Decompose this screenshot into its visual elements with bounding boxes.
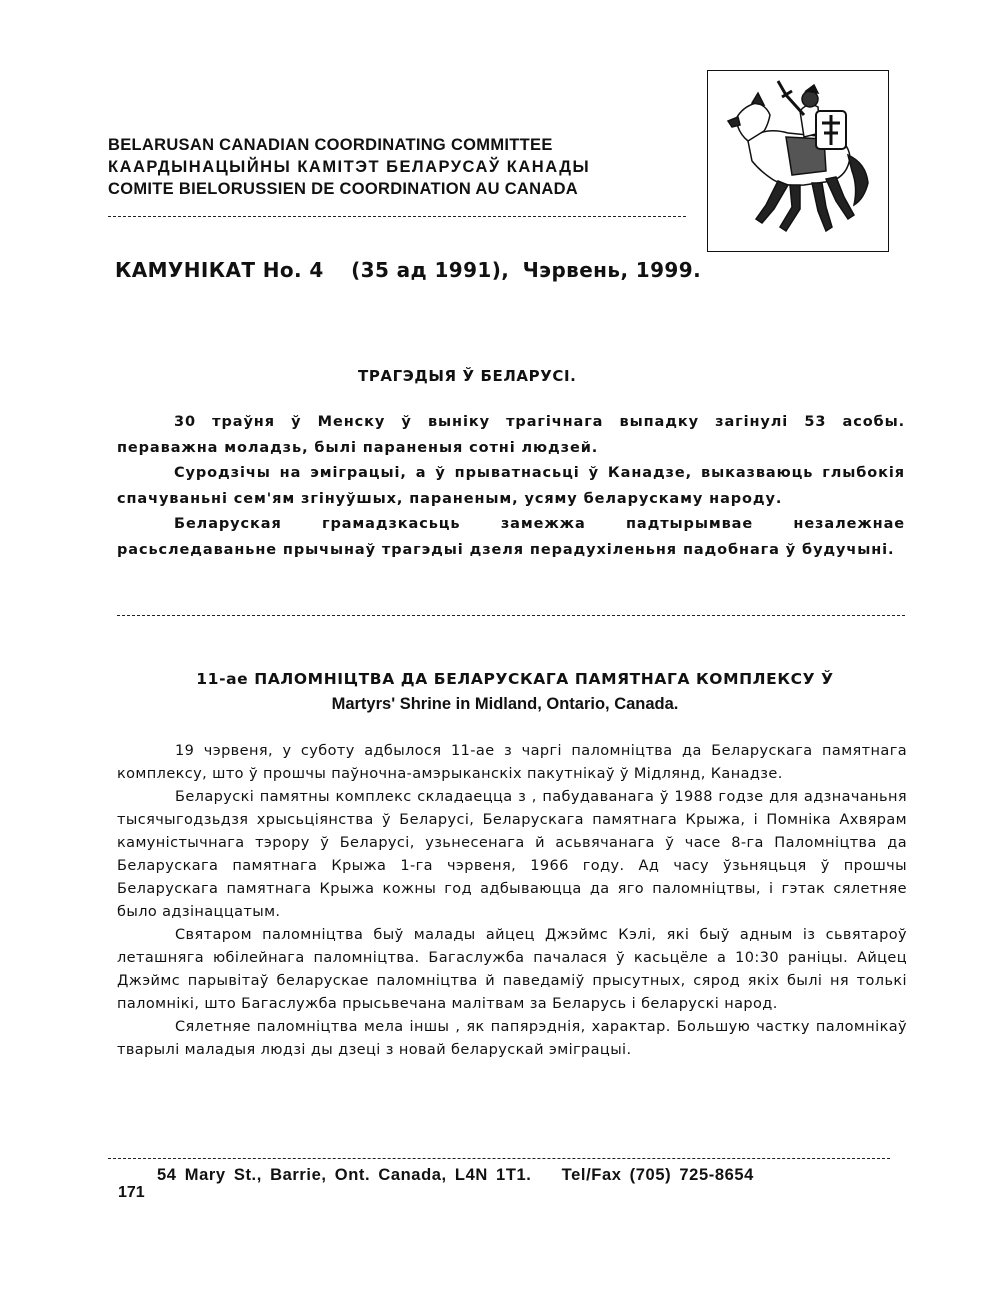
- section1-paragraph: Суродзічы на эміграцыі, а ў прыватнасьці ў Канадзе, выказваюць глыбокія спачуваньні сем'ям згінуўшых, параненым, усяму беларускаму народу.: [117, 465, 905, 507]
- section2-title: 11-ае ПАЛОМНІЦТВА ДА БЕЛАРУСКАГА ПАМЯТНАГА КОМПЛЕКСУ Ў: [196, 670, 834, 688]
- footer-address: 54 Mary St., Barrie, Ont. Canada, L4N 1T1.: [157, 1166, 532, 1184]
- section2-paragraph: Святаром паломніцтва быў малады айцец Джэймс Кэлі, які быў адным із сьвятароў леташняга юбілейнага паломніцтва. Багаслужба пачалася ў касьцёле а 10:30 раніцы. Айцец Джэймс парывітаў беларускае паломніцтва й паведаміў прысутных, сярод якіх былі ня толькі паломнікі, што Багаслужба прысьвечана малітвам за Беларусь і беларускі народ.: [117, 927, 907, 1012]
- section1-title: ТРАГЭДЫЯ Ў БЕЛАРУСІ.: [358, 367, 577, 385]
- logo: [707, 70, 889, 252]
- section2-subtitle: Martyrs' Shrine in Midland, Ontario, Canada.: [331, 695, 679, 713]
- section2-paragraph: Сялетняе паломніцтва мела іншы , як папярэднія, характар. Большую частку паломнікаў тварылі маладыя людзі ды дзеці з новай беларускай эміграцыі.: [117, 1019, 907, 1058]
- footer-contact: [157, 1166, 754, 1185]
- org-name-belarusian: КААРДЫНАЦЫЙНЫ КАМІТЭТ БЕЛАРУСАЎ КАНАДЫ: [108, 158, 591, 176]
- section1-paragraph: 30 траўня ў Менску ў выніку трагічнага выпадку загінулі 53 асобы. пераважна моладзь, былі параненыя сотні людзей.: [117, 414, 905, 456]
- communique-since: (35 ад 1991),: [351, 258, 510, 282]
- org-name-french: COMITE BIELORUSSIEN DE COORDINATION AU CANADA: [108, 180, 579, 198]
- section2-paragraph: 19 чэрвеня, у суботу адбылося 11-ае з чаргі паломніцтва да Беларускага памятнага комплексу, што ў прошчы паўночна-амэрыканскіх пакутнікаў ў Мідлянд, Канадзе.: [117, 743, 907, 782]
- org-name-english: BELARUSAN CANADIAN COORDINATING COMMITTEE: [108, 136, 553, 154]
- section-divider: [117, 615, 905, 616]
- section2-body: [117, 740, 907, 1062]
- footer-telfax: Tel/Fax (705) 725-8654: [561, 1166, 754, 1184]
- communique-number: КАМУНІКАТ Но. 4: [115, 258, 324, 282]
- page-number: 171: [118, 1184, 145, 1201]
- pahonia-knight-icon: [708, 71, 888, 251]
- section2-paragraph: Беларускі памятны комплекс складаецца з , пабудаванага ў 1988 годзе для адзначаньня тысячыгодзьдзя хрысьціянства ў Беларусі, Беларускага памятнага Крыжа, і Помніка Ахвярам камуністычнага тэрору ў Беларусі, узьнесенага й асьвячанага ў часе 8-га Паломніцтва да Беларускага памятнага Крыжа 1-га чэрвеня, 1966 году. Ад часу ўзьняцьця ў прошчы Беларускага памятнага Крыжа кожны год адбываюцца да яго паломніцтвы, і гэтак сялетняе было адзінаццатым.: [117, 789, 907, 920]
- header-divider: [108, 216, 686, 217]
- communique-heading: [115, 258, 701, 282]
- section1-paragraph: Беларуская грамадзкасьць замежжа падтырымвае незалежнае расьследаваньне прычынаў трагэдыі дзеля перадухіленьня падобнага ў будучыні.: [117, 516, 905, 558]
- communique-date: Чэрвень, 1999.: [522, 258, 702, 282]
- footer-divider: [108, 1158, 890, 1159]
- section1-body: [117, 410, 905, 563]
